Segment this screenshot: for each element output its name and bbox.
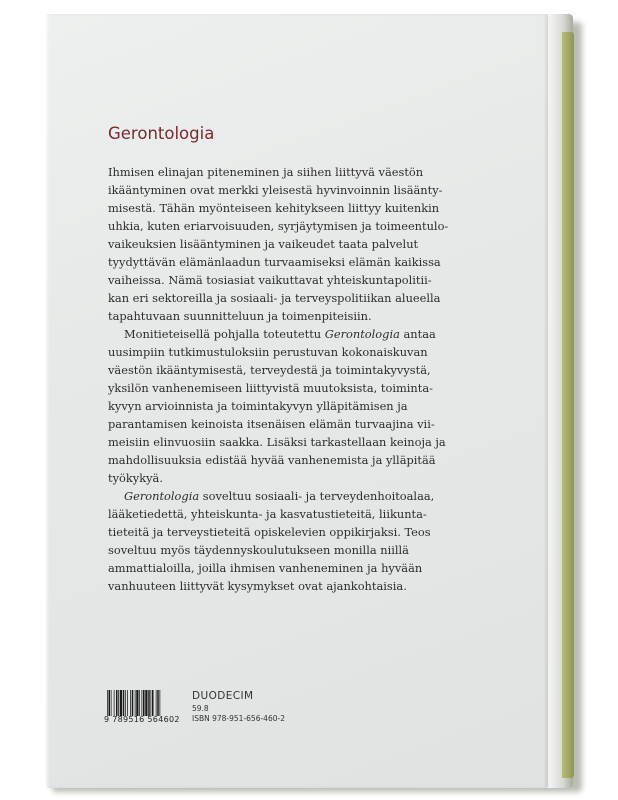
barcode-bar (132, 690, 134, 716)
text-line: uusimpiin tutkimustuloksiin perustuvan kokonaiskuvan (108, 345, 428, 359)
barcode-bar (157, 690, 159, 716)
text-line: työkykyä. (108, 471, 163, 485)
barcode-bars (106, 690, 180, 716)
text-line: parantamisen keinoista itsenäisen elämän turvaajina vii- (108, 417, 435, 431)
text-run: antaa (399, 327, 436, 341)
text-line: vaikeuksien lisääntyminen ja vaikeudet taata palvelut (108, 237, 419, 251)
barcode-bar (160, 690, 161, 716)
text-line: Ihmisen elinajan piteneminen ja siihen liittyvä väestön (108, 165, 424, 179)
barcode-number: 9 789516 564602 (104, 715, 180, 724)
publisher-name: DUODECIM (192, 690, 254, 702)
text-line: tieteitä ja terveystieteitä opiskelevien oppikirjaksi. Teos (108, 525, 431, 539)
barcode-bar (156, 690, 157, 716)
book-title-inline: Gerontologia (124, 489, 200, 503)
barcode-bar (143, 690, 145, 716)
text-line: väestön ikääntymisestä, terveydestä ja toimintakyvystä, (108, 363, 431, 377)
text-line: kyvyn arvioinnista ja toimintakyvyn ylläpitämisen ja (108, 399, 408, 413)
barcode-bar (118, 690, 119, 716)
barcode-bar (125, 690, 126, 716)
text-line: mahdollisuuksia edistää hyvää vanhenemista ja ylläpitää (108, 453, 436, 467)
barcode-bar (135, 690, 136, 716)
barcode-bar (145, 690, 147, 716)
barcode-bar (109, 690, 111, 716)
barcode-bar (123, 690, 125, 716)
text-line: soveltuu myös täydennyskoulutukseen monilla niillä (108, 543, 409, 557)
text-run: Monitieteisellä pohjalla toteutettu (124, 327, 325, 341)
book-title: Gerontologia (108, 124, 215, 143)
text-line: lääketiedettä, yhteiskunta- ja kasvatustieteitä, liikunta- (108, 507, 427, 521)
barcode-bar (116, 690, 118, 716)
book-title-inline: Gerontologia (324, 327, 400, 341)
blurb-paragraph-1 (108, 163, 468, 325)
blurb-paragraph-2 (108, 325, 468, 487)
text-line: yksilön vanhenemiseen liittyvistä muutoksista, toiminta- (108, 381, 433, 395)
barcode (104, 690, 182, 726)
barcode-bar (136, 690, 138, 716)
text-line: misestä. Tähän myönteiseen kehitykseen liittyy kuitenkin (108, 201, 440, 215)
barcode-bar (139, 690, 140, 716)
text-line: meisiin elinvuosiin saakka. Lisäksi tarkastellaan keinoja ja (108, 435, 446, 449)
text-line: ammattialoilla, joilla ihmisen vanheneminen ja hyvään (108, 561, 423, 575)
text-line (108, 487, 468, 505)
text-line: kan eri sektoreilla ja sosiaali- ja terveyspolitiikan alueella (108, 291, 441, 305)
barcode-bar (111, 690, 112, 716)
barcode-bar (151, 690, 152, 716)
text-line: ikääntyminen ovat merkki yleisestä hyvinvoinnin lisäänty- (108, 183, 443, 197)
barcode-bar (127, 690, 128, 716)
barcode-bar (120, 690, 122, 716)
barcode-bar (107, 690, 108, 716)
text-line: uhkia, kuten eriarvoisuuden, syrjäytymisen ja toimeentulo- (108, 219, 449, 233)
text-line: vaiheissa. Nämä tosiasiat vaikuttavat yhteiskuntapolitii- (108, 273, 432, 287)
text-line: tapahtuvaan suunnitteluun ja toimenpiteisiin. (108, 309, 372, 323)
barcode-bar (142, 690, 143, 716)
blurb (108, 163, 468, 595)
spine-green-edge (562, 32, 574, 778)
classification-code: 59.8 (192, 704, 209, 713)
barcode-bar (130, 690, 131, 716)
text-line (108, 325, 468, 343)
isbn: ISBN 978-951-656-460-2 (192, 714, 285, 723)
barcode-bar (114, 690, 115, 716)
barcode-bar (152, 690, 154, 716)
barcode-bar (148, 690, 150, 716)
text-line: vanhuuteen liittyvät kysymykset ovat ajankohtaisia. (108, 579, 407, 593)
text-line: tyydyttävän elämänlaadun turvaamiseksi elämän kaikissa (108, 255, 441, 269)
blurb-paragraph-3 (108, 487, 468, 595)
text-run: soveltuu sosiaali- ja terveydenhoitoalaa, (199, 489, 435, 503)
